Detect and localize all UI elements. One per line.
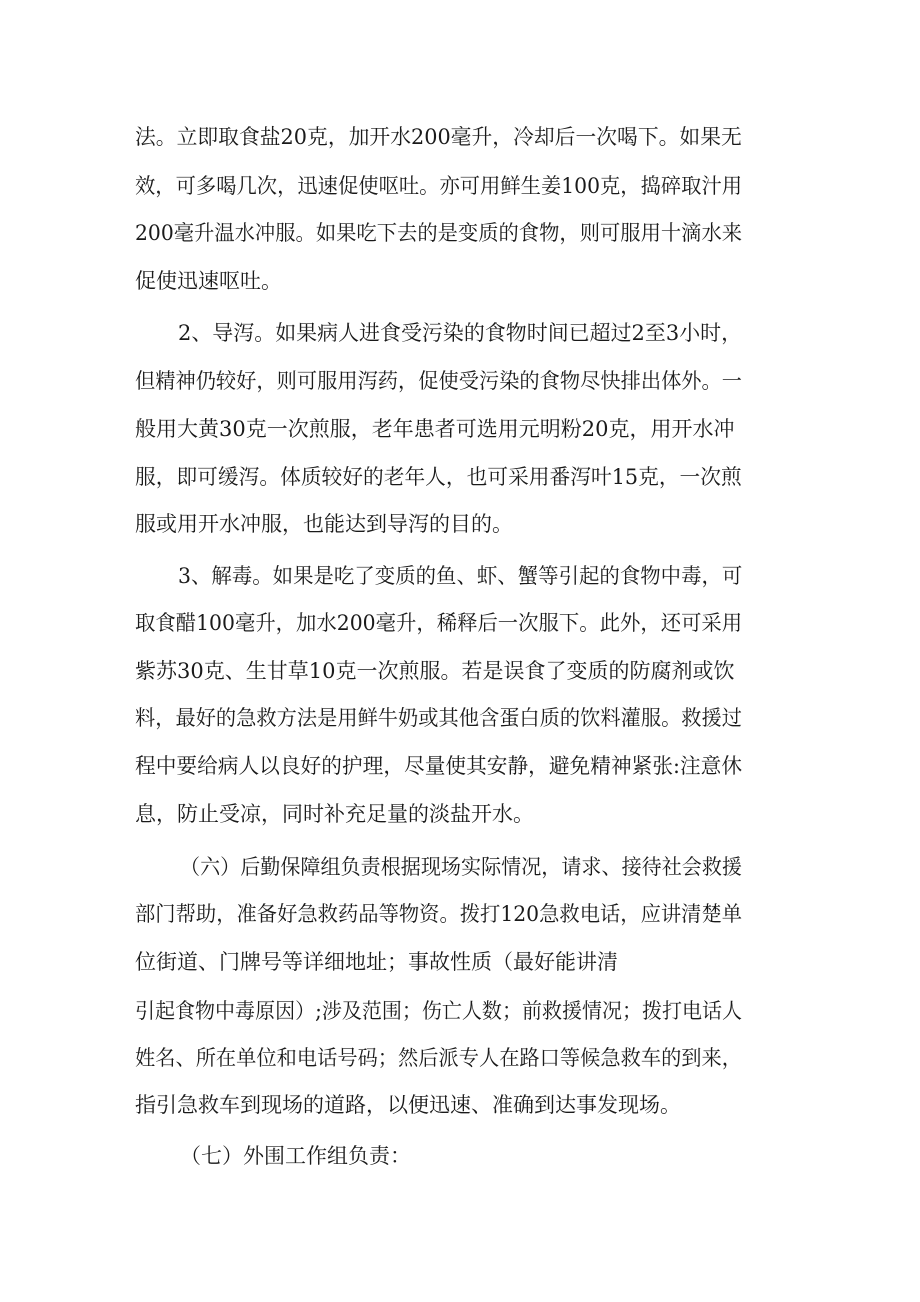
paragraph-line: 促使迅速呕吐。 <box>135 269 282 293</box>
paragraph-line: 引起食物中毒原因）;涉及范围；伤亡人数；前救援情况；拨打电话人 <box>135 999 743 1023</box>
paragraph-line: 但精神仍较好，则可服用泻药，促使受污染的食物尽快排出体外。一 <box>135 369 742 393</box>
paragraph-line: 部门帮助，准备好急救药品等物资。拨打120急救电话，应讲清楚单 <box>135 902 743 926</box>
paragraph-line: 3、解毒。如果是吃了变质的鱼、虾、蟹等引起的食物中毒，可 <box>178 564 743 588</box>
paragraph-line: 紫苏30克、生甘草10克一次煎服。若是误食了变质的防腐剂或饮 <box>135 659 735 683</box>
paragraph-line: 效，可多喝几次，迅速促使呕吐。亦可用鲜生姜100克，捣碎取汁用 <box>135 174 743 198</box>
paragraph-line: 姓名、所在单位和电话号码；然后派专人在路口等候急救车的到来， <box>135 1046 742 1070</box>
paragraph-line: （七）外围工作组负责： <box>180 1144 411 1168</box>
paragraph-line: 息，防止受凉，同时补充足量的淡盐开水。 <box>135 802 534 826</box>
paragraph-line: 服，即可缓泻。体质较好的老年人，也可采用番泻叶15克，一次煎 <box>135 465 742 489</box>
paragraph-line: 料，最好的急救方法是用鲜牛奶或其他含蛋白质的饮料灌服。救援过 <box>135 706 742 730</box>
paragraph-line: 200毫升温水冲服。如果吃下去的是变质的食物，则可服用十滴水来 <box>135 221 743 245</box>
paragraph-line: 程中要给病人以良好的护理，尽量使其安静，避免精神紧张:注意休 <box>135 754 743 778</box>
paragraph-line: 取食醋100毫升，加水200毫升，稀释后一次服下。此外，还可采用 <box>135 611 743 635</box>
paragraph-line: （六）后勤保障组负责根据现场实际情况，请求、接待社会救援 <box>180 855 742 879</box>
paragraph-line: 法。立即取食盐20克，加开水200毫升，冷却后一次喝下。如果无 <box>135 125 742 149</box>
paragraph-line: 指引急救车到现场的道路，以便迅速、准确到达事发现场。 <box>135 1093 681 1117</box>
paragraph-line: 位街道、门牌号等详细地址；事故性质（最好能讲清 <box>135 950 618 974</box>
paragraph-line: 般用大黄30克一次煎服，老年患者可选用元明粉20克，用开水冲 <box>135 417 735 441</box>
paragraph-line: 服或用开水冲服，也能达到导泻的目的。 <box>135 512 513 536</box>
paragraph-line: 2、导泻。如果病人进食受污染的食物时间已超过2至3小时， <box>178 321 743 345</box>
